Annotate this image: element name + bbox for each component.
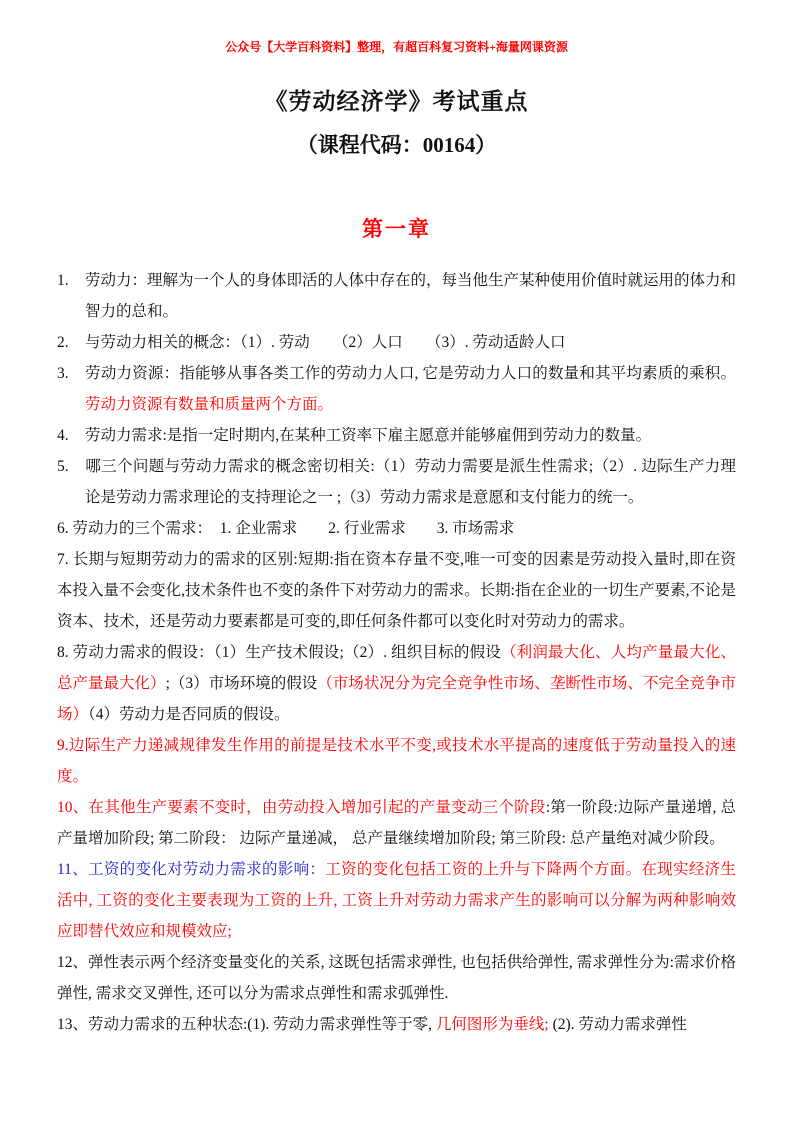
text-run: 8. 劳动力需求的假设：（1）生产技术假设;（2）. 组织目标的假设 — [57, 644, 501, 661]
page-title: 《劳动经济学》考试重点 — [264, 89, 529, 114]
paragraph — [57, 513, 736, 544]
text-run: 哪三个问题与劳动力需求的概念密切相关:（1）劳动力需要是派生性需求;（2）. 边际生产力理论是劳动力需求理论的支持理论之一 ;（3）劳动力需求是意愿和支付能力的统一。 — [85, 458, 736, 506]
paragraph — [57, 265, 736, 327]
list-number: 1. — [57, 272, 69, 289]
list-number: 4. — [57, 427, 69, 444]
paragraph — [57, 420, 736, 451]
text-run: 9.边际生产力递减规律发生作用的前提是技术水平不变,或技术水平提高的速度低于劳动量投入的速度。 — [57, 737, 736, 785]
text-run: 与劳动力相关的概念：（1）. 劳动 （2）人口 （3）. 劳动适龄人口 — [85, 334, 566, 351]
text-run: 劳动力需求:是指一定时期内,在某种工资率下雇主愿意并能够雇佣到劳动力的数量。 — [85, 427, 652, 444]
text-run: 13、劳动力需求的五种状态:(1). 劳动力需求弹性等于零, — [57, 1016, 436, 1033]
text-run: 6. 劳动力的三个需求： 1. 企业需求 2. 行业需求 3. 市场需求 — [57, 520, 515, 537]
text-run: 劳动力资源：指能够从事各类工作的劳动力人口, 它是劳动力人口的数量和其平均素质的乘积。 — [85, 365, 736, 382]
list-number: 3. — [57, 365, 69, 382]
text-run: （4）劳动力是否同质的假设。 — [88, 706, 290, 723]
text-run: 工资的变化包括工资的上升与下降两个方面。在现实经济生活中, 工资的变化主要表现为工资的上升, 工资上升对劳动力需求产生的影响可以分解为两种影响效应即替代效应和规模效应; — [57, 861, 736, 940]
text-run: 10、在其他生产要素不变时，由劳动投入增加引起的产量变动三个阶段 — [57, 799, 546, 816]
header-note: 公众号【大学百科资料】整理，有超百科复习资料+海量网课资源 — [225, 40, 568, 54]
list-number: 5. — [57, 458, 69, 475]
text-run: 7. 长期与短期劳动力的需求的区别:短期:指在资本存量不变,唯一可变的因素是劳动投入量时,即在资本投入量不会变化,技术条件也不变的条件下对劳动力的需求。长期:指在企业的一切生产要素,不论是资本、技术，还是劳动力要素都是可变的,即任何条件都可以变化时对劳动力的需求。 — [57, 551, 736, 630]
text-run: 劳动力资源有数量和质量两个方面。 — [85, 396, 334, 413]
paragraph — [57, 792, 736, 854]
paragraph — [57, 451, 736, 513]
paragraph — [57, 947, 736, 1009]
list-number: 2. — [57, 334, 69, 351]
text-run: （利润最大化、人均产量最大化、总产量最大化） — [57, 644, 736, 692]
paragraph — [57, 854, 736, 947]
paragraph — [57, 358, 736, 420]
text-run: 11、工资的变化对劳动力需求的影响： — [57, 861, 326, 878]
page-subtitle: （课程代码：00164） — [296, 133, 497, 157]
paragraph — [57, 544, 736, 637]
paragraph — [57, 730, 736, 792]
paragraph — [57, 1009, 736, 1040]
text-run: （市场状况分为完全竞争性市场、垄断性市场、不完全竞争市场） — [57, 675, 736, 723]
text-run: ;（3）市场环境的假设 — [165, 675, 318, 692]
chapter-heading: 第一章 — [362, 217, 431, 241]
text-run: (2). 劳动力需求弹性 — [552, 1016, 687, 1033]
text-run: 几何图形为垂线; — [435, 1016, 553, 1033]
paragraph — [57, 327, 736, 358]
document-body — [0, 265, 793, 1040]
text-run: 劳动力：理解为一个人的身体即活的人体中存在的，每当他生产某种使用价值时就运用的体力和智力的总和。 — [85, 272, 737, 320]
paragraph — [57, 637, 736, 730]
text-run: :第一阶段:边际产量递增, 总产量增加阶段; 第二阶段： 边际产量递减， 总产量继续增加阶段; 第三阶段: 总产量绝对减少阶段。 — [57, 799, 736, 847]
text-run: 12、弹性表示两个经济变量变化的关系, 这既包括需求弹性, 也包括供给弹性, 需求弹性分为:需求价格弹性, 需求交叉弹性, 还可以分为需求点弹性和需求弧弹性. — [57, 954, 736, 1002]
